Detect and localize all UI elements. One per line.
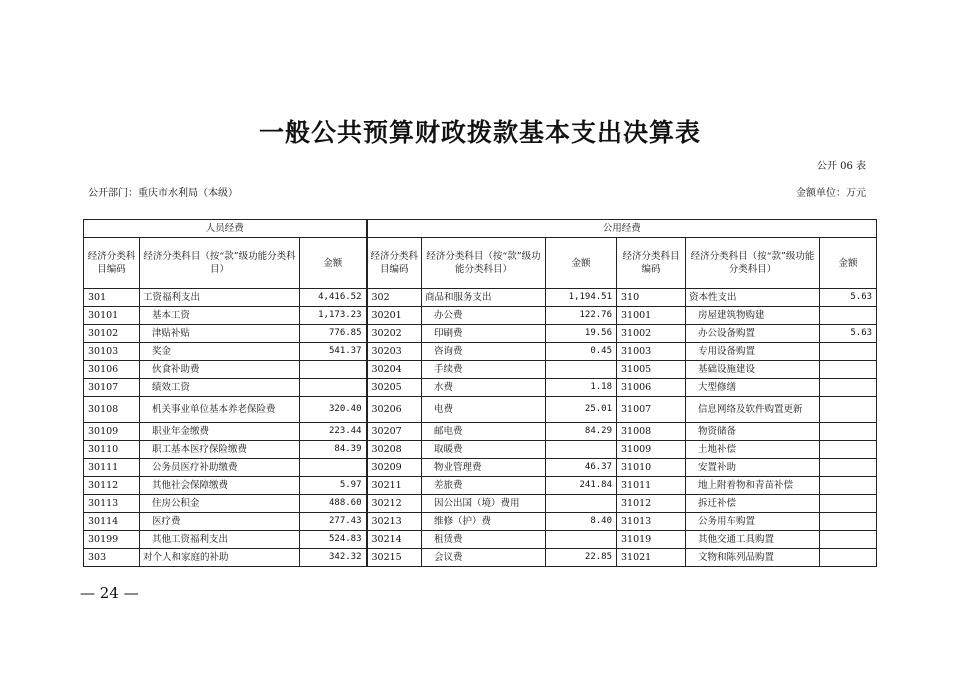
name-cell: 医疗费 xyxy=(140,513,300,531)
code-cell: 31003 xyxy=(617,343,686,361)
name-cell: 基本工资 xyxy=(140,307,300,325)
amount-cell xyxy=(820,423,877,441)
code-cell: 31012 xyxy=(617,495,686,513)
amount-cell: 84.29 xyxy=(546,423,617,441)
code-cell: 30102 xyxy=(84,325,140,343)
amount-cell xyxy=(820,549,877,567)
code-cell: 303 xyxy=(84,549,140,567)
table-row xyxy=(84,477,877,495)
name-cell: 电费 xyxy=(422,397,546,423)
amount-cell xyxy=(820,495,877,513)
code-cell: 302 xyxy=(367,289,422,307)
col-amount-1: 金额 xyxy=(300,238,367,289)
table-row xyxy=(84,549,877,567)
amount-cell xyxy=(820,513,877,531)
table-row xyxy=(84,343,877,361)
name-cell: 机关事业单位基本养老保险费 xyxy=(140,397,300,423)
name-cell: 大型修缮 xyxy=(686,379,820,397)
code-cell: 30112 xyxy=(84,477,140,495)
amount-cell: 8.40 xyxy=(546,513,617,531)
code-cell: 30109 xyxy=(84,423,140,441)
name-cell: 职工基本医疗保险缴费 xyxy=(140,441,300,459)
name-cell: 其他工资福利支出 xyxy=(140,531,300,549)
name-cell: 物业管理费 xyxy=(422,459,546,477)
amount-cell: 5.97 xyxy=(300,477,367,495)
code-cell: 30201 xyxy=(367,307,422,325)
table-row xyxy=(84,361,877,379)
name-cell: 土地补偿 xyxy=(686,441,820,459)
page-number: — 24 — xyxy=(80,584,139,602)
code-cell: 310 xyxy=(617,289,686,307)
table-row xyxy=(84,531,877,549)
code-cell: 301 xyxy=(84,289,140,307)
code-cell: 30108 xyxy=(84,397,140,423)
name-cell: 奖金 xyxy=(140,343,300,361)
amount-cell: 1.18 xyxy=(546,379,617,397)
code-cell: 30107 xyxy=(84,379,140,397)
amount-cell: 241.84 xyxy=(546,477,617,495)
amount-cell xyxy=(820,441,877,459)
col-amount-3: 金额 xyxy=(820,238,877,289)
col-code-2: 经济分类科目编码 xyxy=(367,238,422,289)
name-cell: 绩效工资 xyxy=(140,379,300,397)
amount-cell xyxy=(820,397,877,423)
code-cell: 30113 xyxy=(84,495,140,513)
code-cell: 30211 xyxy=(367,477,422,495)
name-cell: 津贴补贴 xyxy=(140,325,300,343)
table-row xyxy=(84,495,877,513)
name-cell: 租赁费 xyxy=(422,531,546,549)
code-cell: 30110 xyxy=(84,441,140,459)
name-cell: 工资福利支出 xyxy=(140,289,300,307)
amount-cell: 1,173.23 xyxy=(300,307,367,325)
table-row xyxy=(84,325,877,343)
code-cell: 30214 xyxy=(367,531,422,549)
code-cell: 31021 xyxy=(617,549,686,567)
code-cell: 31011 xyxy=(617,477,686,495)
amount-cell: 46.37 xyxy=(546,459,617,477)
name-cell: 地上附着物和青苗补偿 xyxy=(686,477,820,495)
name-cell: 公务员医疗补助缴费 xyxy=(140,459,300,477)
name-cell: 信息网络及软件购置更新 xyxy=(686,397,820,423)
table-row xyxy=(84,513,877,531)
page-title: 一般公共预算财政拨款基本支出决算表 xyxy=(258,118,701,147)
code-cell: 31001 xyxy=(617,307,686,325)
form-number: 公开 06 表 xyxy=(816,161,866,172)
amount-cell: 776.85 xyxy=(300,325,367,343)
amount-cell: 488.60 xyxy=(300,495,367,513)
code-cell: 30111 xyxy=(84,459,140,477)
amount-cell: 524.83 xyxy=(300,531,367,549)
name-cell: 公务用车购置 xyxy=(686,513,820,531)
name-cell: 安置补助 xyxy=(686,459,820,477)
table-row xyxy=(84,397,877,423)
amount-cell: 122.76 xyxy=(546,307,617,325)
code-cell: 30206 xyxy=(367,397,422,423)
col-code-3: 经济分类科目编码 xyxy=(617,238,686,289)
code-cell: 30207 xyxy=(367,423,422,441)
amount-cell: 541.37 xyxy=(300,343,367,361)
name-cell: 手续费 xyxy=(422,361,546,379)
name-cell: 印刷费 xyxy=(422,325,546,343)
name-cell: 会议费 xyxy=(422,549,546,567)
name-cell: 水费 xyxy=(422,379,546,397)
name-cell: 商品和服务支出 xyxy=(422,289,546,307)
code-cell: 30114 xyxy=(84,513,140,531)
name-cell: 住房公积金 xyxy=(140,495,300,513)
col-code-1: 经济分类科目编码 xyxy=(84,238,140,289)
group-personnel: 人员经费 xyxy=(84,220,367,238)
table-row xyxy=(84,441,877,459)
name-cell: 其他交通工具购置 xyxy=(686,531,820,549)
code-cell: 30205 xyxy=(367,379,422,397)
amount-cell xyxy=(300,459,367,477)
name-cell: 基础设施建设 xyxy=(686,361,820,379)
name-cell: 取暖费 xyxy=(422,441,546,459)
amount-cell: 223.44 xyxy=(300,423,367,441)
amount-cell xyxy=(546,361,617,379)
name-cell: 资本性支出 xyxy=(686,289,820,307)
code-cell: 31010 xyxy=(617,459,686,477)
table-row xyxy=(84,423,877,441)
name-cell: 办公设备购置 xyxy=(686,325,820,343)
name-cell: 因公出国（境）费用 xyxy=(422,495,546,513)
amount-cell: 1,194.51 xyxy=(546,289,617,307)
amount-cell: 4,416.52 xyxy=(300,289,367,307)
col-name-2: 经济分类科目（按“款”级功能分类科目） xyxy=(422,238,546,289)
amount-cell xyxy=(820,307,877,325)
table-row xyxy=(84,307,877,325)
name-cell: 差旅费 xyxy=(422,477,546,495)
name-cell: 文物和陈列品购置 xyxy=(686,549,820,567)
col-name-3: 经济分类科目（按“款”级功能分类科目） xyxy=(686,238,820,289)
amount-cell: 19.56 xyxy=(546,325,617,343)
expenditure-table xyxy=(83,219,877,567)
group-public: 公用经费 xyxy=(367,220,877,238)
table-row xyxy=(84,289,877,307)
amount-cell: 5.63 xyxy=(820,289,877,307)
name-cell: 物资储备 xyxy=(686,423,820,441)
amount-cell: 22.85 xyxy=(546,549,617,567)
amount-cell xyxy=(546,441,617,459)
table-row xyxy=(84,459,877,477)
code-cell: 30202 xyxy=(367,325,422,343)
col-name-1: 经济分类科目（按“款”级功能分类科目） xyxy=(140,238,300,289)
unit-label: 金额单位：万元 xyxy=(796,188,866,199)
name-cell: 对个人和家庭的补助 xyxy=(140,549,300,567)
table-row xyxy=(84,379,877,397)
code-cell: 30209 xyxy=(367,459,422,477)
department-label: 公开部门：重庆市水利局（本级） xyxy=(88,188,238,199)
amount-cell xyxy=(300,379,367,397)
code-cell: 31007 xyxy=(617,397,686,423)
code-cell: 31009 xyxy=(617,441,686,459)
amount-cell xyxy=(820,477,877,495)
amount-cell: 342.32 xyxy=(300,549,367,567)
column-header-row xyxy=(84,238,877,289)
name-cell: 咨询费 xyxy=(422,343,546,361)
col-amount-2: 金额 xyxy=(546,238,617,289)
code-cell: 31019 xyxy=(617,531,686,549)
name-cell: 邮电费 xyxy=(422,423,546,441)
name-cell: 维修（护）费 xyxy=(422,513,546,531)
amount-cell xyxy=(820,459,877,477)
amount-cell: 320.40 xyxy=(300,397,367,423)
amount-cell: 0.45 xyxy=(546,343,617,361)
amount-cell: 84.39 xyxy=(300,441,367,459)
amount-cell xyxy=(546,495,617,513)
code-cell: 30106 xyxy=(84,361,140,379)
code-cell: 30208 xyxy=(367,441,422,459)
name-cell: 职业年金缴费 xyxy=(140,423,300,441)
amount-cell xyxy=(820,379,877,397)
code-cell: 30101 xyxy=(84,307,140,325)
code-cell: 31013 xyxy=(617,513,686,531)
code-cell: 30215 xyxy=(367,549,422,567)
amount-cell xyxy=(546,531,617,549)
name-cell: 专用设备购置 xyxy=(686,343,820,361)
amount-cell xyxy=(820,531,877,549)
amount-cell: 25.01 xyxy=(546,397,617,423)
name-cell: 办公费 xyxy=(422,307,546,325)
name-cell: 房屋建筑物购建 xyxy=(686,307,820,325)
code-cell: 30203 xyxy=(367,343,422,361)
code-cell: 30204 xyxy=(367,361,422,379)
code-cell: 30213 xyxy=(367,513,422,531)
name-cell: 伙食补助费 xyxy=(140,361,300,379)
code-cell: 31008 xyxy=(617,423,686,441)
code-cell: 31005 xyxy=(617,361,686,379)
amount-cell: 5.63 xyxy=(820,325,877,343)
code-cell: 31006 xyxy=(617,379,686,397)
name-cell: 其他社会保障缴费 xyxy=(140,477,300,495)
amount-cell: 277.43 xyxy=(300,513,367,531)
group-header-row xyxy=(84,220,877,238)
name-cell: 拆迁补偿 xyxy=(686,495,820,513)
amount-cell xyxy=(820,361,877,379)
amount-cell xyxy=(300,361,367,379)
amount-cell xyxy=(820,343,877,361)
code-cell: 30212 xyxy=(367,495,422,513)
code-cell: 31002 xyxy=(617,325,686,343)
code-cell: 30199 xyxy=(84,531,140,549)
code-cell: 30103 xyxy=(84,343,140,361)
